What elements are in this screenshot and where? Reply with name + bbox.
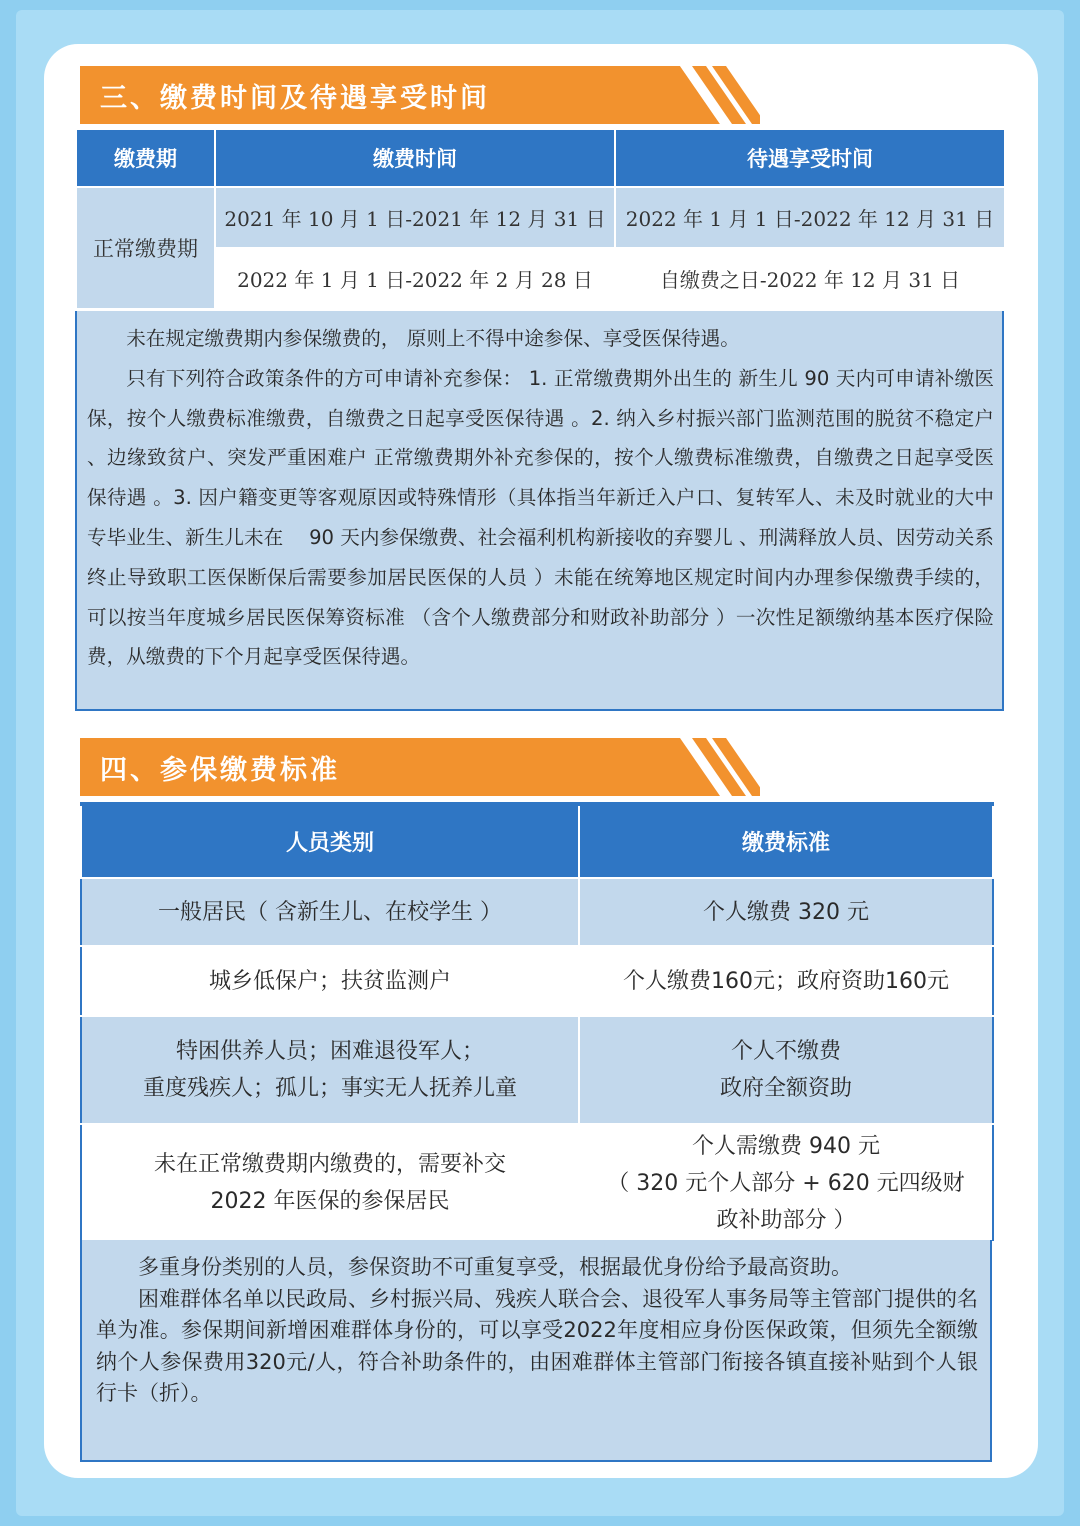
standard-text: （ 320 元个人部分 + 620 元四级财 [607,1170,965,1196]
standard-text: 政府全额资助 [719,1076,852,1101]
table-row [76,248,1005,309]
standard-text: 政补助部分 ） [716,1207,856,1233]
category-text: 2022 年医保的参保居民 [210,1189,450,1214]
payment-period-table [75,128,1006,310]
section-4-banner [80,738,760,796]
standard-text: 个人缴费160元；政府资助160元 [623,968,949,994]
benefit-time-cell: 自缴费之日-2022 年 12 月 31 日 [615,248,1005,309]
table-row [81,1016,993,1124]
category-text: 一般居民（ 含新生儿、在校学生 ） [158,899,502,925]
standard-cell [579,878,993,946]
standard-cell [579,1124,993,1242]
table-row [81,1124,993,1242]
note-paragraph: 困难群体名单以民政局、乡村振兴局、残疾人联合会、退役军人事务局等主管部门提供的名单为准。参保期间新增困难群体身份的，可以享受2022年度相应身份医保政策，但须先全额缴纳个人参保费用320元/人，符合补助条件的，由困难群体主管部门衔接各镇直接补贴到个人银行卡（折）。 [96,1286,978,1405]
benefit-time-cell: 2022 年 1 月 1 日-2022 年 12 月 31 日 [615,187,1005,248]
header-benefit-time: 待遇享受时间 [615,129,1005,187]
note-paragraph: 多重身份类别的人员，参保资助不可重复享受，根据最优身份给予最高资助。 [138,1255,852,1279]
header-standard: 缴费标准 [579,804,993,878]
standard-cell [579,946,993,1016]
table-header-row [76,129,1005,187]
header-period: 缴费期 [76,129,215,187]
category-cell [81,1124,579,1242]
category-text: 城乡低保户；扶贫监测户 [208,968,451,994]
category-cell [81,946,579,1016]
table-header-row [81,804,993,878]
note-paragraph: 未在规定缴费期内参保缴费的， 原则上不得中途参保、享受医保待遇。 [126,327,740,350]
standard-text: 个人缴费 320 元 [703,899,869,925]
category-cell [81,1016,579,1124]
section-4-notes [80,1240,992,1462]
payment-time-cell: 2022 年 1 月 1 日-2022 年 2 月 28 日 [215,248,615,309]
period-label: 正常缴费期 [76,187,215,309]
table-row [76,187,1005,248]
category-text: 特困供养人员；困难退役军人； [175,1039,484,1064]
section-3-notes [75,311,1004,711]
header-category: 人员类别 [81,804,579,878]
standard-text: 个人需缴费 940 元 [692,1133,880,1159]
category-text: 未在正常缴费期内缴费的，需要补交 [153,1152,506,1177]
section-3-banner [80,66,760,124]
section-4-title: 四、参保缴费标准 [100,755,340,786]
contribution-standard-table [80,802,994,1243]
category-text: 重度残疾人；孤儿；事实无人抚养儿童 [142,1076,517,1101]
note-paragraph: 只有下列符合政策条件的方可申请补充参保： 1. 正常缴费期外出生的 新生儿 90 天内可申请补缴医保，按个人缴费标准缴费，自缴费之日起享受医保待遇 。2. 纳入乡村振兴部门监测范围的脱贫不稳定户 、边缘致贫户、突发严重困难户 正常缴费期外补充参保的，按个人缴费标准缴费，自缴费之日起享受医保待遇 。3. 因户籍变更等客观原因或特殊情形（具体指当年新迁入户口、复转军人、未及时就业的大中专毕业生、新生儿未在 90 天内参保缴费、社会福利机构新接收的弃婴儿 、刑满释放人员、因劳动关系终止导致职工医保断保后需要参加居民医保的人员 ）未能在统筹地区规定时间内办理参保缴费手续的， 可以按当年度城乡居民医保筹资标准 （含个人缴费部分和财政补助部分 ）一次性足额缴纳基本医疗保险费，从缴费的下个月起享受医保待遇。 [87,366,994,669]
section-3-title: 三、缴费时间及待遇享受时间 [100,83,490,114]
table-row [81,878,993,946]
payment-time-cell: 2021 年 10 月 1 日-2021 年 12 月 31 日 [215,187,615,248]
category-cell [81,878,579,946]
header-payment-time: 缴费时间 [215,129,615,187]
table-row [81,946,993,1016]
standard-text: 个人不缴费 [730,1039,841,1064]
standard-cell [579,1016,993,1124]
